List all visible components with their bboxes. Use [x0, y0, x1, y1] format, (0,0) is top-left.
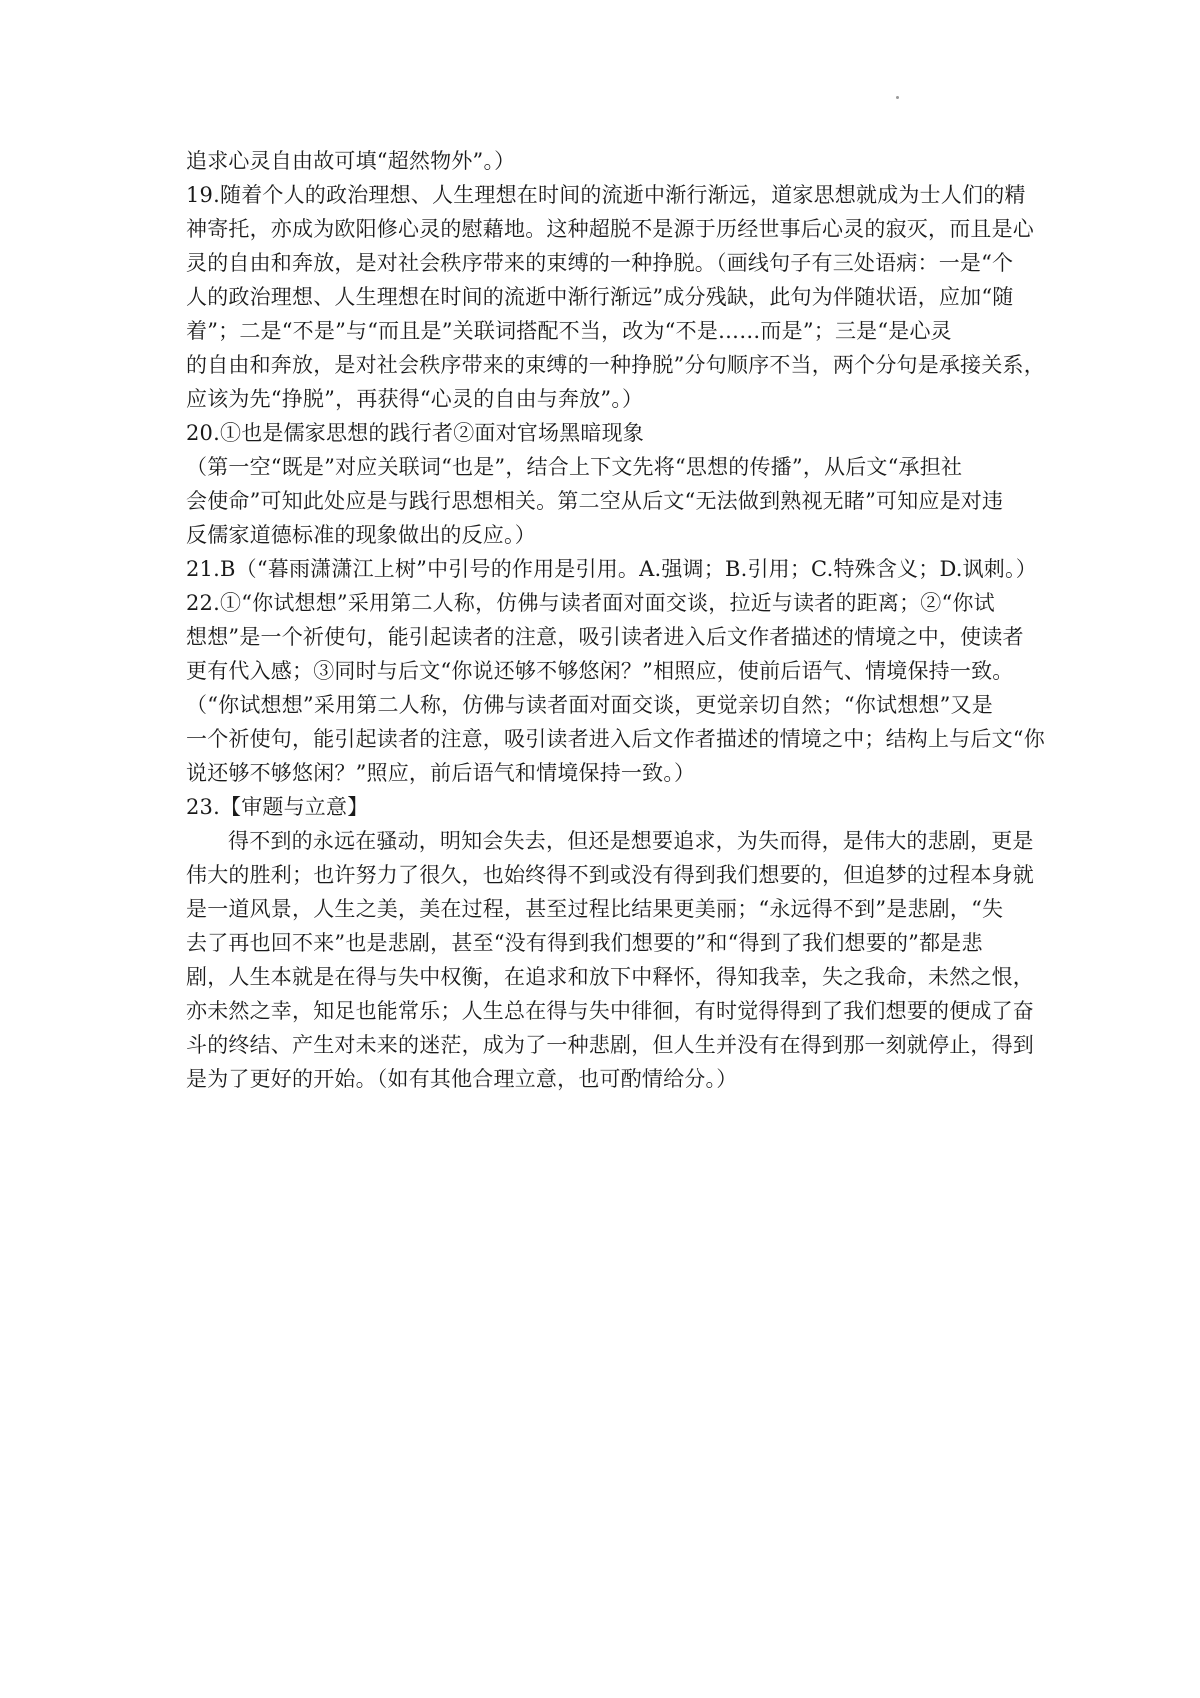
text-line: 人的政治理想、人生理想在时间的流逝中渐行渐远”成分残缺，此句为伴随状语，应加“随: [186, 285, 1014, 309]
text-line: 应该为先“挣脱”，再获得“心灵的自由与奔放”。）: [186, 387, 644, 411]
text-line: 是一道风景，人生之美，美在过程，甚至过程比结果更美丽；“永远得不到”是悲剧，“失: [186, 897, 1004, 921]
question-22-line: 22.①“你试想想”采用第二人称，仿佛与读者面对面交谈，拉近与读者的距离；②“你试: [186, 591, 995, 615]
text-line: （“你试想想”采用第二人称，仿佛与读者面对面交谈，更觉亲切自然；“你试想想”又是: [186, 693, 993, 717]
scan-speck: [896, 96, 899, 99]
text-line: 说还够不够悠闲？”照应，前后语气和情境保持一致。）: [186, 761, 696, 785]
text-line: 更有代入感；③同时与后文“你说还够不够悠闲？”相照应，使前后语气、情境保持一致。: [186, 659, 1014, 683]
text-line: （第一空“既是”对应关联词“也是”，结合上下文先将“思想的传播”，从后文“承担社: [186, 455, 963, 479]
text-line: 得不到的永远在骚动，明知会失去，但还是想要追求，为失而得，是伟大的悲剧，更是: [228, 829, 1034, 853]
text-line: 追求心灵自由故可填“超然物外”。）: [186, 149, 516, 173]
text-line: 灵的自由和奔放，是对社会秩序带来的束缚的一种挣脱。（画线句子有三处语病：一是“个: [186, 251, 1014, 275]
text-line: 的自由和奔放，是对社会秩序带来的束缚的一种挣脱”分句顺序不当，两个分句是承接关系，: [186, 353, 1045, 377]
question-23-heading: 23.【审题与立意】: [186, 795, 369, 819]
question-20-line: 20.①也是儒家思想的践行者②面对官场黑暗现象: [186, 421, 644, 445]
text-line: 反儒家道德标准的现象做出的反应。）: [186, 523, 536, 547]
text-line: 亦未然之幸，知足也能常乐；人生总在得与失中徘徊，有时觉得得到了我们想要的便成了奋: [186, 999, 1034, 1023]
text-line: 神寄托，亦成为欧阳修心灵的慰藉地。这种超脱不是源于历经世事后心灵的寂灭，而且是心: [186, 217, 1034, 241]
question-19-line: 19.随着个人的政治理想、人生理想在时间的流逝中渐行渐远，道家思想就成为士人们的精: [186, 183, 1026, 207]
text-line: 伟大的胜利；也许努力了很久，也始终得不到或没有得到我们想要的，但追梦的过程本身就: [186, 863, 1034, 887]
text-line: 想想”是一个祈使句，能引起读者的注意，吸引读者进入后文作者描述的情境之中，使读者: [186, 625, 1024, 649]
answer-text-block: [186, 144, 1045, 1096]
question-21-line: 21.B（“暮雨潇潇江上树”中引号的作用是引用。A.强调；B.引用；C.特殊含义；D.讽刺。）: [186, 557, 1037, 581]
text-line: 斗的终结、产生对未来的迷茫，成为了一种悲剧，但人生并没有在得到那一刻就停止，得到: [186, 1033, 1034, 1057]
text-line: 着”；二是“不是”与“而且是”关联词搭配不当，改为“不是……而是”；三是“是心灵: [186, 319, 952, 343]
text-line: 去了再也回不来”也是悲剧，甚至“没有得到我们想要的”和“得到了我们想要的”都是悲: [186, 931, 983, 955]
text-line: 剧，人生本就是在得与失中权衡，在追求和放下中释怀，得知我幸，失之我命，未然之恨，: [186, 965, 1034, 989]
text-line: 一个祈使句，能引起读者的注意，吸引读者进入后文作者描述的情境之中；结构上与后文“你: [186, 727, 1045, 751]
text-line: 是为了更好的开始。（如有其他合理立意，也可酌情给分。）: [186, 1067, 738, 1091]
text-line: 会使命”可知此处应是与践行思想相关。第二空从后文“无法做到熟视无睹”可知应是对违: [186, 489, 1004, 513]
